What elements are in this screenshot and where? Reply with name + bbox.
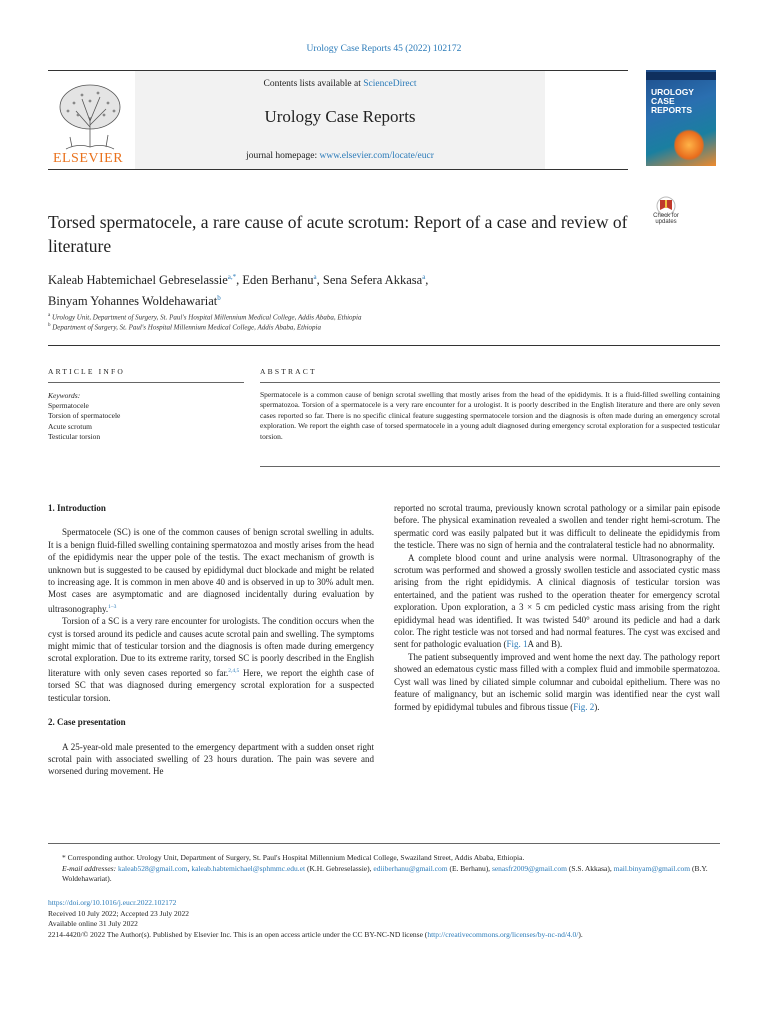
sciencedirect-link[interactable]: ScienceDirect <box>363 79 417 89</box>
case-p2-text: A complete blood count and urine analysis were normal. Ultrasonography of the scrotum was performed and showed a grossly swollen testicle and associated cystic mass arising from the right epididymis. A clinical diagnosis of testicular torsion was entertained, and the patient was rushed to the operation theater for emergency scrotal exploration. Upon exploration, a 3 × 5 cm pedicled cystic mass arising from the right epididymal head was identified. It was twisted 540° around its pedicle and had a dark color. The right testicle was not torsed and had normal features. The cyst was excised and sent for pathologic evaluation ( <box>394 552 720 650</box>
publisher-wordmark[interactable]: ELSEVIER <box>52 151 124 166</box>
author-3-affil[interactable]: a <box>422 273 426 281</box>
keyword: Testicular torsion <box>48 431 101 441</box>
intro-p2-text: Torsion of a SC is a very rare encounter for urologists. The condition occurs when the cyst is torsed around its pedicle and causes acute scrotal pain and swelling. The symptoms might mimic that of testicular torsion and the diagnosis is often made during emergency scrotal exploration. Due to its extreme rarity, torsed SC is poorly described in the English literature with only seven cases reported so far. <box>48 616 374 678</box>
email-owner: (E. Berhanu), <box>447 863 492 873</box>
case-p3-text: The patient subsequently improved and went home the next day. The pathology report showed an edematous cystic mass filled with a complex fluid and immobile spermatozoa. Cyst wall was lined by ciliated simple columnar and cuboidal epithelium. There was no feature of malignancy, but an ischemic solid margin was identified near the cyst wall formed by epididymal tubules and fibrous tissue ( <box>394 651 720 712</box>
online-date: Available online 31 July 2022 <box>48 919 138 929</box>
contents-prefix: Contents lists available at <box>263 79 364 89</box>
homepage-prefix: journal homepage: <box>246 151 320 161</box>
affiliation-a-marker: a <box>48 313 51 318</box>
keyword: Acute scrotum <box>48 421 92 431</box>
author-1[interactable]: Kaleab Habtemichael Gebreselassie <box>48 273 228 288</box>
journal-citation[interactable]: Urology Case Reports 45 (2022) 102172 <box>306 44 462 54</box>
affiliation-a-text: Urology Unit, Department of Surgery, St. Paul's Hospital Millennium Medical College, Addis Ababa, Ethiopia <box>51 313 362 322</box>
abstract-heading: ABSTRACT <box>260 367 317 376</box>
article-info-rule <box>48 382 244 383</box>
journal-title: Urology Case Reports <box>264 107 416 126</box>
figure-1-link[interactable]: Fig. 1 <box>506 639 528 650</box>
affiliation-b-text: Department of Surgery, St. Paul's Hospital Millennium Medical College, Addis Ababa, Ethiopia <box>52 323 321 332</box>
intro-p2-tail: Here, we report the eighth case of torsed SC that was diagnosed during emergency scrotal exploration for a suspected testicular torsion. <box>48 667 374 703</box>
email-link[interactable]: ediiberhanu@gmail.com <box>373 863 448 873</box>
abstract-text: Spermatocele is a common cause of benign scrotal swelling that mostly arises from the head of the epididymis. It is a fluid-filled swelling containing spermatozoa. Torsion of a spermatocele is a very rare encounter for a urologist. It is poorly described in the English literature and there are only seven cases reported so far. There is no specific clinical feature suggesting spermatocele torsion and the diagnosis is often made during an emergency scrotal exploration. We report the eighth case of torsed spermatocele in a young adult diagnosed during emergency scrotal exploration for a suspected testicular torsion. <box>260 390 720 441</box>
email-owner: (K.H. Gebreselassie), <box>305 863 374 873</box>
case-paragraph-1: A 25-year-old male presented to the emergency department with a sudden onset right scrotal pain with associated swelling of 23 hours duration. The pain was severe and worsened during movement. He <box>48 741 374 777</box>
article-info-heading: ARTICLE INFO <box>48 367 125 376</box>
author-sep: , <box>316 273 323 288</box>
body-left-column <box>48 502 374 778</box>
email-link[interactable]: kaleab528@gmail.com <box>117 863 188 873</box>
author-list <box>48 268 648 310</box>
author-2-affil[interactable]: a <box>313 273 317 281</box>
author-1-affil[interactable]: a,* <box>227 273 237 281</box>
license-suffix: ). <box>578 929 583 939</box>
cover-title: UROLOGY CASE REPORTS <box>651 87 694 115</box>
email-label: E-mail addresses: <box>62 863 117 873</box>
intro-p1-text: Spermatocele (SC) is one of the common causes of benign scrotal swelling in adults. It is a benign fluid-filled swelling containing spermatozoa and mostly arises from the head of the epididymis near the upper pole of the testis. The exact mechanism of growth is unknown but is suggested to be caused by epididymal duct blockade and might be related to increasing age. It is common in men above 40 and is observed in up to 30% adult men. Most cases are asymptomatic and are diagnosed incidentally during evaluation by ultrasonography. <box>48 527 374 614</box>
introduction-heading: 1. Introduction <box>48 503 106 513</box>
body-right-column <box>394 502 720 713</box>
figure-2-link[interactable]: Fig. 2 <box>573 701 595 712</box>
case-paragraph-3 <box>394 651 720 713</box>
case-paragraph-2 <box>394 552 720 651</box>
publication-info <box>48 898 720 940</box>
license-statement <box>48 930 720 941</box>
article-title: Torsed spermatocele, a rare cause of acute scrotum: Report of a case and review of literature <box>48 212 628 256</box>
affiliation-b-marker: b <box>48 323 51 328</box>
email-link[interactable]: senasfr2009@gmail.com <box>491 863 567 873</box>
license-prefix: 2214-4420/© 2022 The Author(s). Published by Elsevier Inc. This is an open access article under the CC BY-NC-ND license ( <box>48 929 428 939</box>
footnotes <box>48 853 720 885</box>
homepage-link[interactable]: www.elsevier.com/locate/eucr <box>319 151 434 161</box>
cover-kidney-graphic-icon <box>674 128 704 162</box>
abstract-rule <box>260 382 720 383</box>
affiliation-b <box>48 323 321 331</box>
email-link[interactable]: mail.binyam@gmail.com <box>613 863 691 873</box>
journal-banner <box>48 70 628 170</box>
keywords-block <box>48 391 238 442</box>
citation-ref[interactable]: 1–3 <box>108 603 117 610</box>
received-dates: Received 10 July 2022; Accepted 23 July 2022 <box>48 908 190 918</box>
license-link[interactable]: http://creativecommons.org/licenses/by-nc-nd/4.0/ <box>427 929 579 939</box>
intro-paragraph-2 <box>48 615 374 704</box>
keyword: Spermatocele <box>48 401 89 411</box>
author-3[interactable]: Sena Sefera Akkasa <box>322 273 423 288</box>
section-divider <box>48 345 720 346</box>
check-for-updates-label[interactable]: Check for updates <box>653 213 679 225</box>
intro-paragraph-1 <box>48 526 374 615</box>
cover-top-band <box>646 72 716 80</box>
author-2[interactable]: Eden Berhanu <box>242 273 314 288</box>
keywords-label: Keywords: <box>48 391 81 400</box>
journal-homepage <box>135 151 545 161</box>
footnote-divider <box>48 843 720 844</box>
case-heading: 2. Case presentation <box>48 717 126 728</box>
email-link[interactable]: kaleab.habtemichael@sphmmc.edu.et <box>191 863 306 873</box>
journal-cover[interactable] <box>646 70 716 166</box>
doi-link[interactable]: https://doi.org/10.1016/j.eucr.2022.102172 <box>48 898 177 907</box>
case-p3-tail: ). <box>594 701 600 712</box>
corresponding-author-note: * Corresponding author. Urology Unit, Department of Surgery, St. Paul's Hospital Millennium Medical College, Swaziland Street, Addis Ababa, Ethiopia. <box>62 853 525 862</box>
journal-info-panel <box>135 71 545 169</box>
author-4-affil[interactable]: b <box>217 294 221 303</box>
author-4[interactable]: Binyam Yohannes Woldehawariat <box>48 294 218 309</box>
email-owner: (B.Y. Woldehawariat). <box>62 863 708 884</box>
contents-availability <box>135 79 545 89</box>
email-owner: (S.S. Akkasa), <box>566 863 614 873</box>
author-sep: , <box>236 273 243 288</box>
affiliation-a <box>48 313 361 321</box>
keyword: Torsion of spermatocele <box>48 411 121 421</box>
case-paragraph-continued: reported no scrotal trauma, previously known scrotal pathology or a similar pain episode before. The physical examination revealed a swollen and tender right hemi-scrotum. The spermatic cord was easily palpated but it was difficult to delineate the epididymis from the testicle. There was no sign of hernia and the contralateral testicle had no abnormality. <box>394 503 720 551</box>
case-p2-tail: A and B). <box>527 639 563 650</box>
email-addresses: E-mail addresses: kaleab528@gmail.com, kaleab.habtemichael@sphmmc.edu.et (K.H. Gebreselassie), ediiberhanu@gmail.com (E. Berhanu), senasfr2009@gmail.com (S.S. Akkasa), mail.binyam@gmail.com (B.Y. Woldehawariat). <box>62 863 708 884</box>
author-sep: , <box>425 273 429 288</box>
abstract-bottom-rule <box>260 466 720 467</box>
citation-ref[interactable]: 2,4,5 <box>228 667 240 674</box>
